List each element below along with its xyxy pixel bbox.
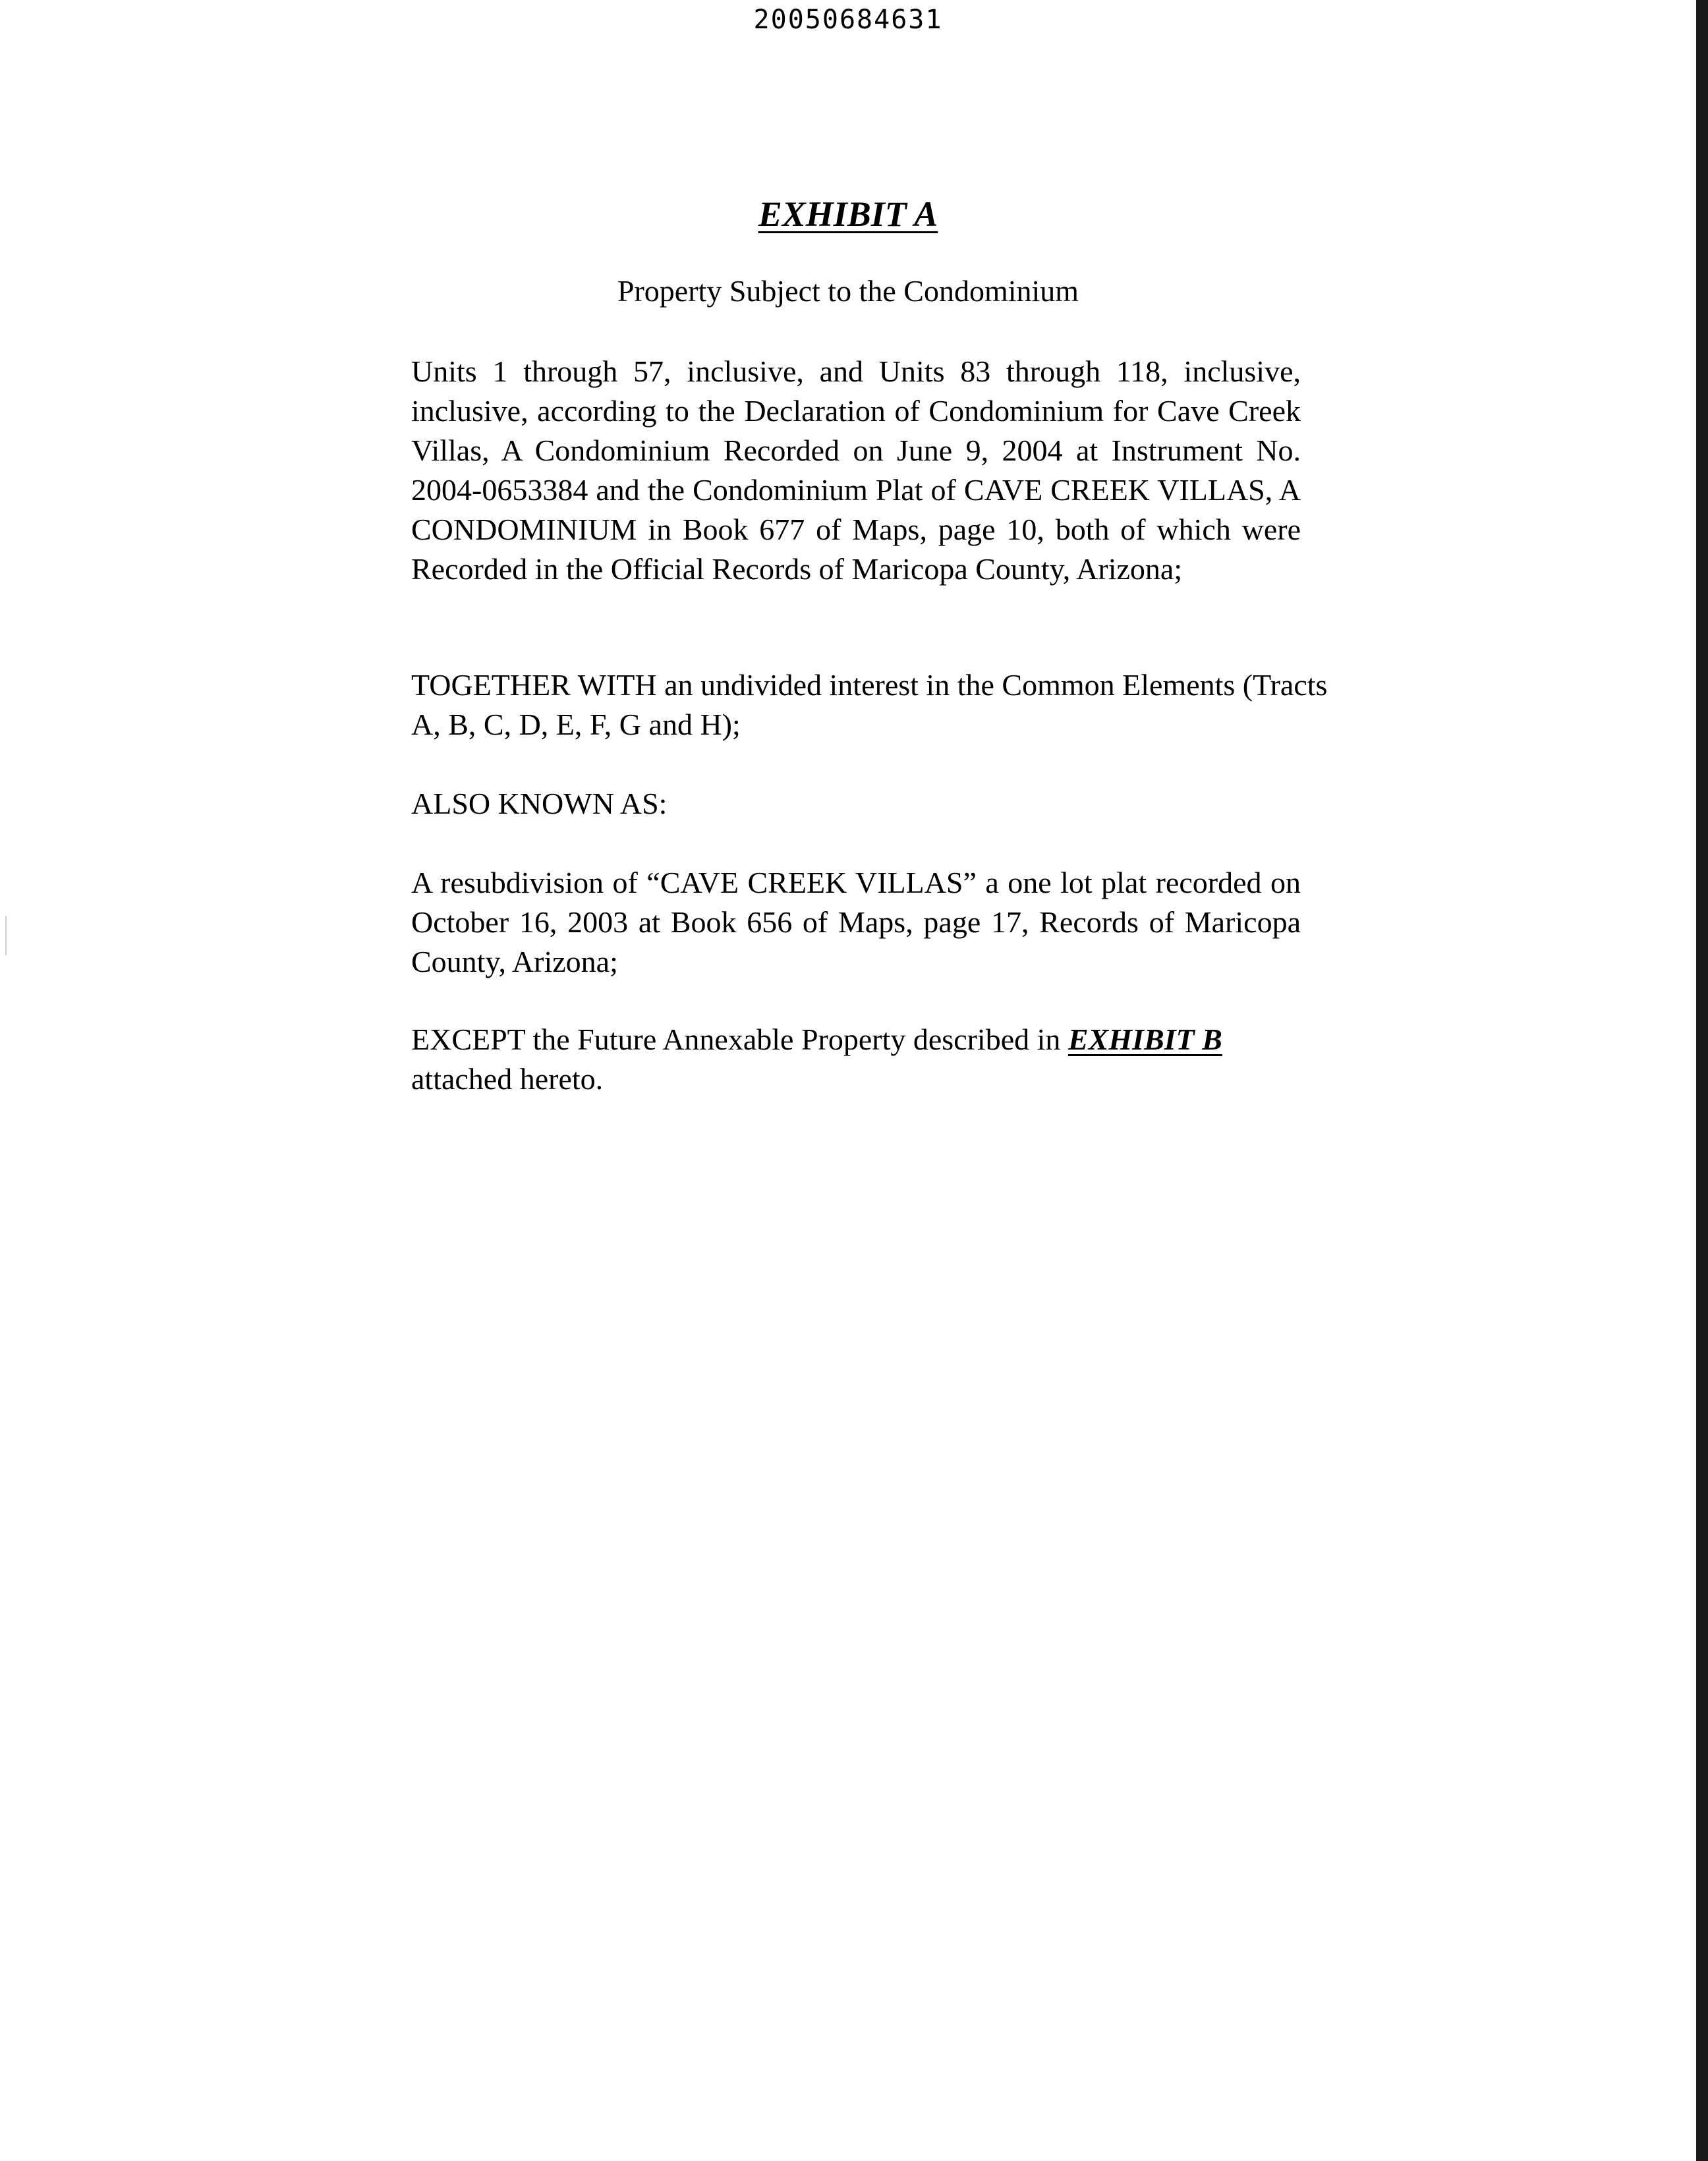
except-text-before: EXCEPT the Future Annexable Property described in: [411, 1023, 1068, 1056]
except-paragraph: [411, 1020, 1301, 1099]
exhibit-title: EXHIBIT A: [758, 194, 938, 234]
also-known-as-heading: ALSO KNOWN AS:: [411, 787, 668, 820]
together-with-paragraph: TOGETHER WITH an undivided interest in the Common Elements (Tracts A, B, C, D, E, F, G and H);: [411, 668, 1328, 741]
exhibit-subtitle: Property Subject to the Condominium: [617, 274, 1079, 308]
scan-artifact-mark: [5, 916, 7, 955]
except-text-after: attached hereto.: [411, 1062, 604, 1096]
resubdivision-paragraph: A resubdivision of “CAVE CREEK VILLAS” a one lot plat recorded on October 16, 2003 at Book 656 of Maps, page 17, Records of Maricopa County, Arizona;: [411, 866, 1301, 978]
scan-border-right: [1696, 0, 1708, 2161]
exhibit-b-reference: EXHIBIT B: [1068, 1023, 1222, 1056]
units-paragraph: Units 1 through 57, inclusive, and Units 83 through 118, inclusive, inclusive, according to the Declaration of Condominium for Cave Creek Villas, A Condominium Recorded on June 9, 2004 at Instrument No. 2004-0653384 and the Condominium Plat of CAVE CREEK VILLAS, A CONDOMINIUM in Book 677 of Maps, page 10, both of which were Recorded in the Official Records of Maricopa County, Arizona;: [411, 354, 1301, 586]
document-number: 20050684631: [753, 5, 943, 35]
